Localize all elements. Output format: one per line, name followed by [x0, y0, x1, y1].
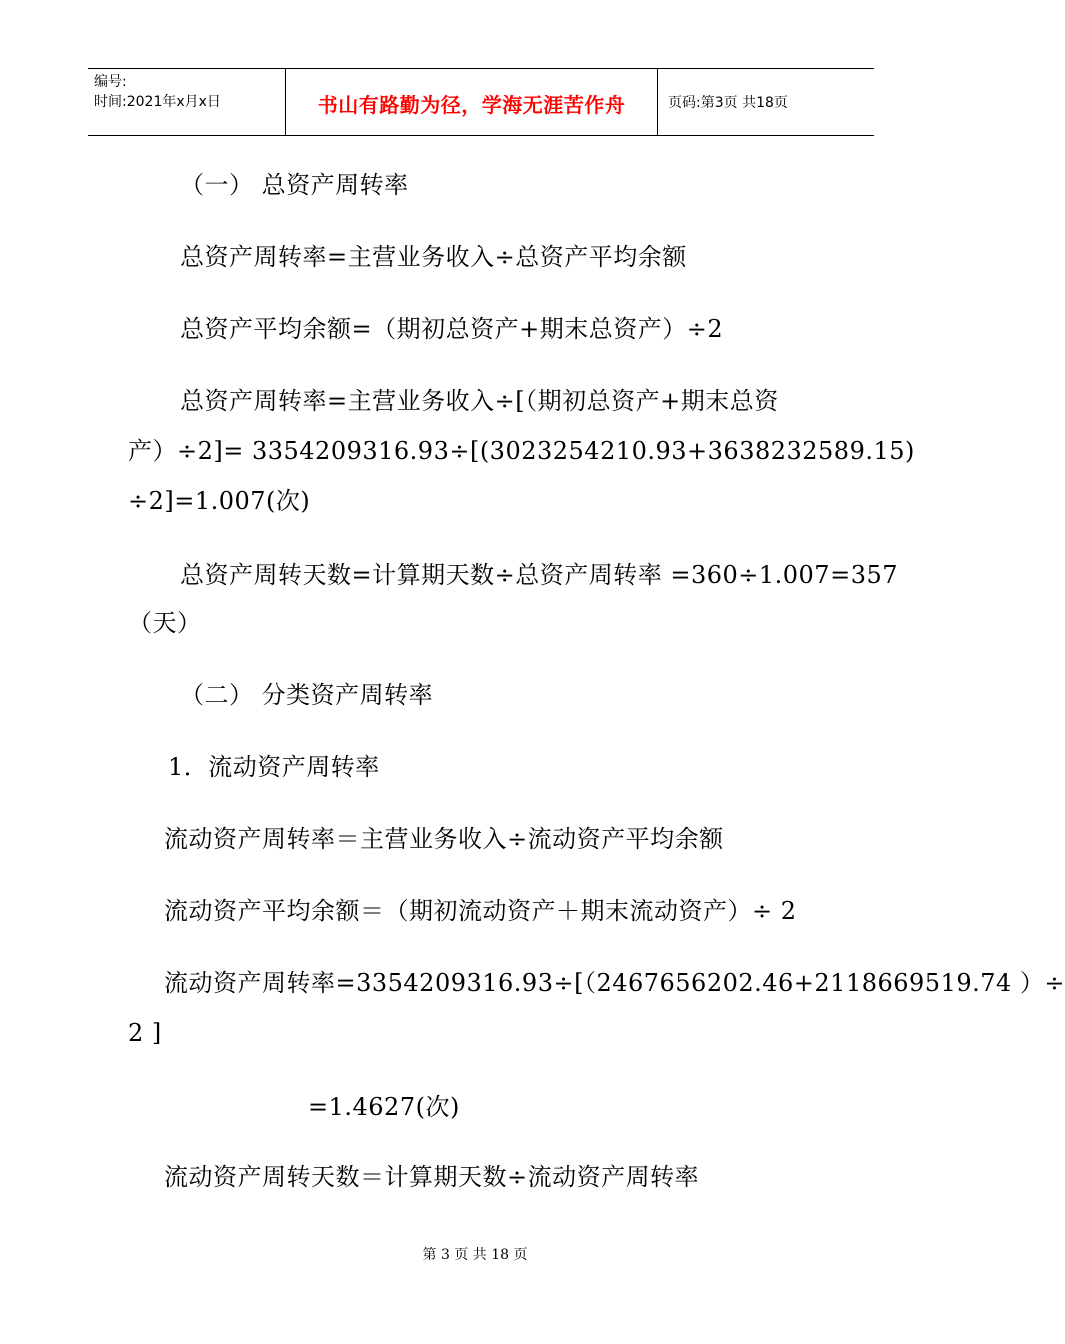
- header-motto-cell: [286, 69, 658, 135]
- formula-current-turnover-days: 流动资产周转天数＝计算期天数÷流动资产周转率: [164, 1163, 700, 1191]
- calc-total-turnover-days-line2: （天）: [128, 609, 202, 637]
- formula-current-asset-turnover: 流动资产周转率＝主营业务收入÷流动资产平均余额: [164, 825, 724, 853]
- serial-label: 编号:: [94, 74, 127, 90]
- date-label: 时间:2021年x月x日: [94, 94, 221, 110]
- header-meta-cell: [88, 69, 286, 135]
- motto: 书山有路勤为径，学海无涯苦作舟: [317, 93, 626, 117]
- section-title-2: （二） 分类资产周转率: [180, 681, 434, 709]
- formula-total-asset-average: 总资产平均余额=（期初总资产+期末总资产）÷2: [180, 315, 724, 343]
- page-footer: 第 3 页 共 18 页: [422, 1247, 528, 1263]
- calc-total-turnover-line2: 产）÷2]= 3354209316.93÷[(3023254210.93+3638232589.15): [128, 437, 915, 465]
- header-page-cell: [658, 69, 874, 135]
- subsection-title: 1．流动资产周转率: [168, 753, 380, 781]
- formula-total-asset-turnover: 总资产周转率=主营业务收入÷总资产平均余额: [180, 243, 687, 271]
- formula-current-asset-average: 流动资产平均余额＝（期初流动资产＋期末流动资产）÷ 2: [164, 897, 797, 925]
- section-title-1: （一） 总资产周转率: [180, 171, 409, 199]
- calc-total-turnover-days-line1: 总资产周转天数=计算期天数÷总资产周转率 =360÷1.007=357: [180, 561, 898, 589]
- page-header: [88, 68, 874, 136]
- page-label: 页码:第3页 共18页: [668, 95, 788, 111]
- calc-current-turnover-result: =1.4627(次): [308, 1093, 460, 1121]
- calc-current-turnover-line2: 2 ]: [128, 1019, 162, 1047]
- calc-current-turnover-line1: 流动资产周转率=3354209316.93÷[（2467656202.46+2118669519.74 ）÷: [164, 969, 1065, 997]
- calc-total-turnover-line1: 总资产周转率=主营业务收入÷[（期初总资产+期末总资: [180, 387, 779, 415]
- calc-total-turnover-line3: ÷2]=1.007(次): [128, 487, 311, 515]
